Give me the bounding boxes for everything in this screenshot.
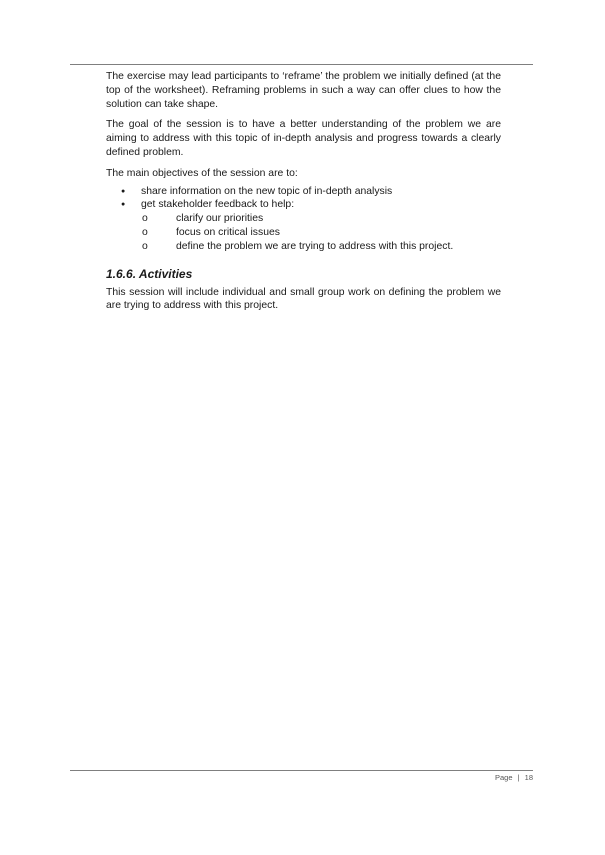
sub-objective-item [141, 226, 501, 240]
sub-objective-text: focus on critical issues [176, 226, 280, 238]
page-footer [495, 773, 533, 782]
objective-sublist [141, 212, 501, 253]
bullet-icon: ● [121, 201, 126, 209]
header-rule [70, 64, 533, 65]
objective-item [106, 198, 501, 253]
page-content [106, 70, 501, 320]
paragraph-goal: The goal of the session is to have a better understanding of the problem we are aiming to address with this topic of in-depth analysis and progress towards a clearly defined problem. [106, 119, 501, 158]
objectives-list [106, 185, 501, 254]
bullet-icon: ● [121, 187, 126, 195]
paragraph-objectives-intro: The main objectives of the session are to: [106, 167, 298, 179]
page-label: Page [495, 773, 513, 782]
objective-text: get stakeholder feedback to help: [141, 199, 295, 211]
objective-text: share information on the new topic of in-depth analysis [141, 185, 393, 197]
paragraph-reframe: The exercise may lead participants to ‘reframe’ the problem we initially defined (at the top of the worksheet). Reframing problems in such a way can offer clues to how the solution can take shape. [106, 71, 501, 110]
objective-item [106, 185, 501, 199]
sub-objective-item [141, 212, 501, 226]
sub-objective-text: define the problem we are trying to address with this project. [176, 240, 454, 252]
footer-separator: | [517, 773, 520, 782]
circle-bullet-icon: o [142, 226, 148, 238]
sub-objective-text: clarify our priorities [176, 213, 264, 225]
page-number: 18 [524, 773, 534, 782]
circle-bullet-icon: o [142, 240, 148, 252]
section-heading: 1.6.6. Activities [106, 266, 193, 281]
circle-bullet-icon: o [142, 213, 148, 225]
sub-objective-item [141, 240, 501, 254]
section-body: This session will include individual and small group work on defining the problem we are trying to address with this project. [106, 286, 501, 312]
footer-rule [70, 770, 533, 771]
